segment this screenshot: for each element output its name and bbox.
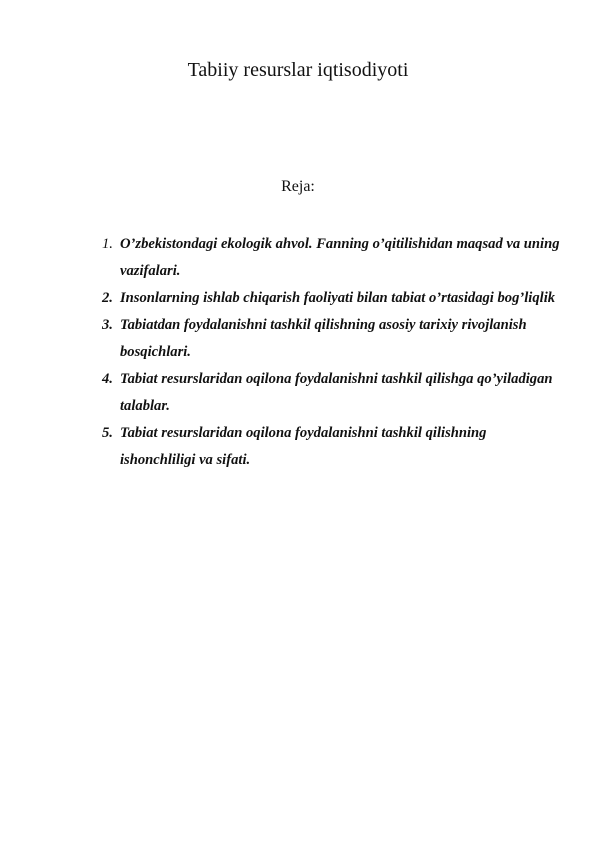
plan-item-4 [100,366,560,420]
plan-item-number: 3. [102,317,113,333]
plan-item-2 [100,285,560,312]
plan-item-number: 4. [102,371,113,387]
plan-item-3 [100,312,560,366]
plan-item-text: Tabiatdan foydalanishni tashkil qilishning asosiy tarixiy rivojlanish bosqichlari. [120,317,527,360]
plan-item-number: 2. [102,290,113,306]
plan-item-text: O’zbekistondagi ekologik ahvol. Fanning o’qitilishidan maqsad va uning vazifalari. [120,236,560,279]
plan-item-text: Tabiat resurslaridan oqilona foydalanishni tashkil qilishning ishonchliligi va sifati. [120,425,487,468]
plan-item-1 [100,231,560,285]
plan-list [100,231,560,474]
plan-item-number: 1. [102,236,113,252]
plan-item-text: Insonlarning ishlab chiqarish faoliyati bilan tabiat o’rtasidagi bog’liqlik [120,290,556,306]
plan-item-5 [100,420,560,474]
document-title: Tabiiy resurslar iqtisodiyoti [187,59,409,81]
plan-item-text: Tabiat resurslaridan oqilona foydalanishni tashkil qilishga qo’yiladigan talablar. [120,371,553,414]
plan-item-number: 5. [102,425,113,441]
plan-heading: Reja: [281,178,315,195]
